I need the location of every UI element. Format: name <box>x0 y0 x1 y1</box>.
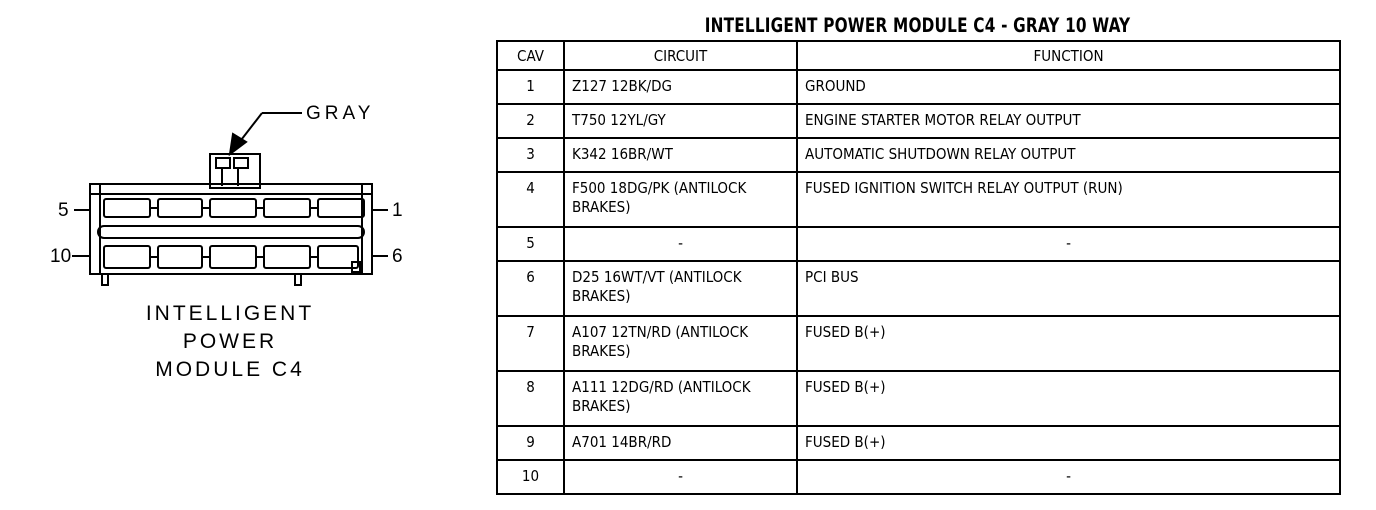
table-row <box>497 70 1340 104</box>
cav-cell: 1 <box>497 70 564 104</box>
circuit-cell: T750 12YL/GY <box>564 104 797 138</box>
pin-label-top-right: 1 <box>392 200 403 221</box>
function-cell: FUSED B(+) <box>797 316 1340 371</box>
cavities-bottom-row <box>104 246 358 268</box>
connector-caption <box>120 300 340 384</box>
column-header-circuit: CIRCUIT <box>564 41 797 70</box>
function-cell: FUSED B(+) <box>797 426 1340 460</box>
table-row <box>497 172 1340 227</box>
caption-line: MODULE C4 <box>155 358 305 381</box>
table-row <box>497 371 1340 426</box>
function-cell: FUSED IGNITION SWITCH RELAY OUTPUT (RUN) <box>797 172 1340 227</box>
pin-label-bottom-right: 6 <box>392 246 403 267</box>
circuit-cell: D25 16WT/VT (ANTILOCK BRAKES) <box>564 261 797 316</box>
connector-diagram <box>0 0 470 510</box>
table-row <box>497 460 1340 494</box>
column-header-function: FUNCTION <box>797 41 1340 70</box>
function-cell: ENGINE STARTER MOTOR RELAY OUTPUT <box>797 104 1340 138</box>
pin-label-bottom-left: 10 <box>50 246 72 267</box>
caption-line: POWER <box>182 330 278 353</box>
cavities-top-row <box>104 199 364 217</box>
cav-cell: 7 <box>497 316 564 371</box>
housing-color-label: GRAY <box>306 103 375 124</box>
cav-cell: 6 <box>497 261 564 316</box>
circuit-cell: K342 16BR/WT <box>564 138 797 172</box>
table-row <box>497 104 1340 138</box>
table-row <box>497 426 1340 460</box>
table-title: INTELLIGENT POWER MODULE C4 - GRAY 10 WAY <box>704 14 1131 38</box>
cav-cell: 2 <box>497 104 564 138</box>
circuit-cell: - <box>564 227 797 261</box>
cav-cell: 10 <box>497 460 564 494</box>
table-row <box>497 138 1340 172</box>
table-row <box>497 261 1340 316</box>
table-header-row <box>497 41 1340 70</box>
circuit-cell: Z127 12BK/DG <box>564 70 797 104</box>
connector-latch <box>210 154 260 188</box>
column-header-cav: CAV <box>497 41 564 70</box>
function-cell: AUTOMATIC SHUTDOWN RELAY OUTPUT <box>797 138 1340 172</box>
pinout-table <box>496 40 1341 495</box>
gray-leader-arrow <box>230 113 302 154</box>
cav-cell: 5 <box>497 227 564 261</box>
function-cell: GROUND <box>797 70 1340 104</box>
cav-cell: 4 <box>497 172 564 227</box>
circuit-cell: A107 12TN/RD (ANTILOCK BRAKES) <box>564 316 797 371</box>
circuit-cell: F500 18DG/PK (ANTILOCK BRAKES) <box>564 172 797 227</box>
caption-line: INTELLIGENT <box>145 302 315 325</box>
function-cell: FUSED B(+) <box>797 371 1340 426</box>
circuit-cell: A701 14BR/RD <box>564 426 797 460</box>
table-row <box>497 316 1340 371</box>
function-cell: PCI BUS <box>797 261 1340 316</box>
circuit-cell: - <box>564 460 797 494</box>
table-row <box>497 227 1340 261</box>
cav-cell: 9 <box>497 426 564 460</box>
cav-cell: 3 <box>497 138 564 172</box>
function-cell: - <box>797 460 1340 494</box>
circuit-cell: A111 12DG/RD (ANTILOCK BRAKES) <box>564 371 797 426</box>
function-cell: - <box>797 227 1340 261</box>
cav-cell: 8 <box>497 371 564 426</box>
pin-label-top-left: 5 <box>58 200 69 221</box>
